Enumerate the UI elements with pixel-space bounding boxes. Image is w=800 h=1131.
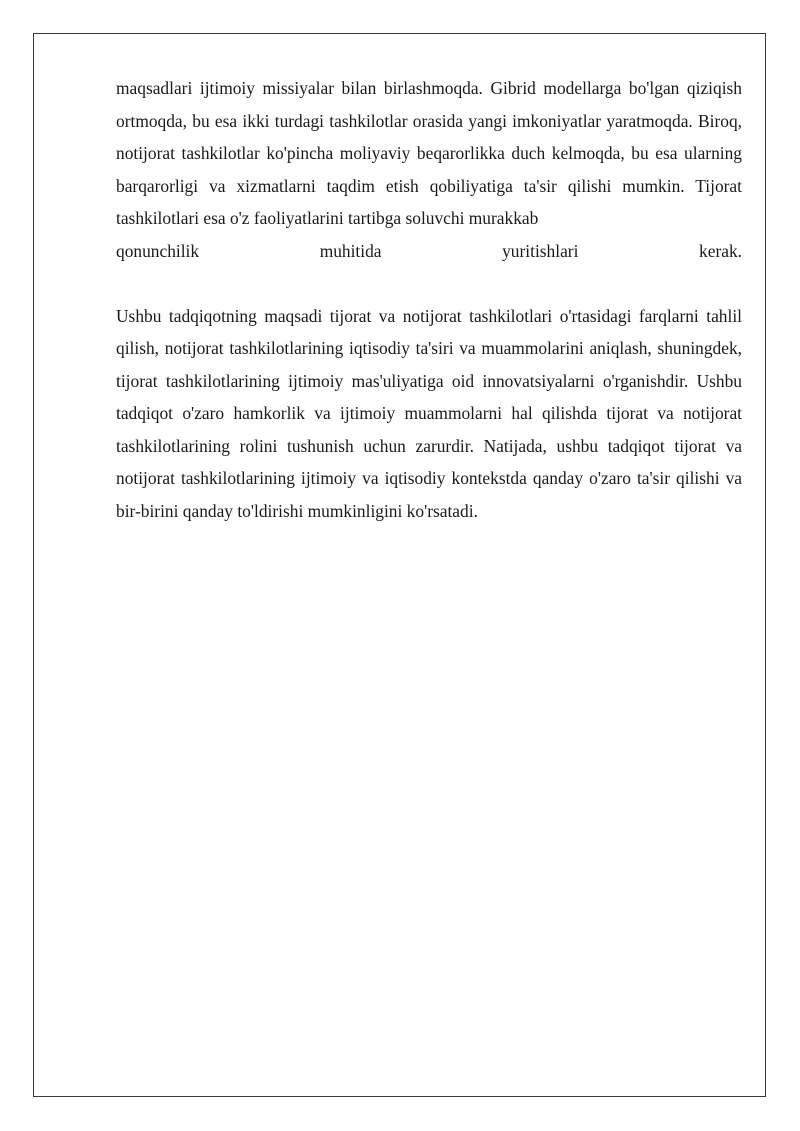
word-kerak: kerak. — [699, 240, 742, 261]
word-yuritishlari: yuritishlari — [502, 240, 579, 261]
paragraph-1-text: maqsadlari ijtimoiy missiyalar bilan birlashmoqda. Gibrid modellarga bo'lgan qiziqish ortmoqda, bu esa ikki turdagi tashkilotlar orasida yangi imkoniyatlar yaratmoqda. Biroq, notijorat tashkilotlar ko'pincha moliyaviy beqarorlikka duch kelmoqda, bu esa ularning barqarorligi va xizmatlarni taqdim etish qobiliyatiga ta'sir qilishi mumkin. Tijorat tashkilotlari esa o'z faoliyatlarini tartibga soluvchi murakkab — [116, 78, 742, 228]
word-qonunchilik: qonunchilik — [116, 240, 200, 261]
word-muhitida: muhitida — [319, 240, 382, 261]
paragraph-2: Ushbu tadqiqotning maqsadi tijorat va notijorat tashkilotlari o'rtasidagi farqlarni tahlil qilish, notijorat tashkilotlarining iqtisodiy ta'siri va muammolarini aniqlash, shuningdek, tijorat tashkilotlarining ijtimoiy mas'uliyatiga oid innovatsiyalarni o'rganishdir. Ushbu tadqiqot o'zaro hamkorlik va ijtimoiy muammolarni hal qilishda tijorat va notijorat tashkilotlarining rolini tushunish uchun zarurdir. Natijada, ushbu tadqiqot tijorat va notijorat tashkilotlarining ijtimoiy va iqtisodiy kontekstda qanday o'zaro ta'sir qilishi va bir-birini qanday to'ldirishi mumkinligini ko'rsatadi. — [116, 305, 742, 521]
paragraph-1 — [116, 72, 742, 267]
paragraph-1-last-line — [116, 235, 742, 268]
document-body — [116, 72, 742, 527]
